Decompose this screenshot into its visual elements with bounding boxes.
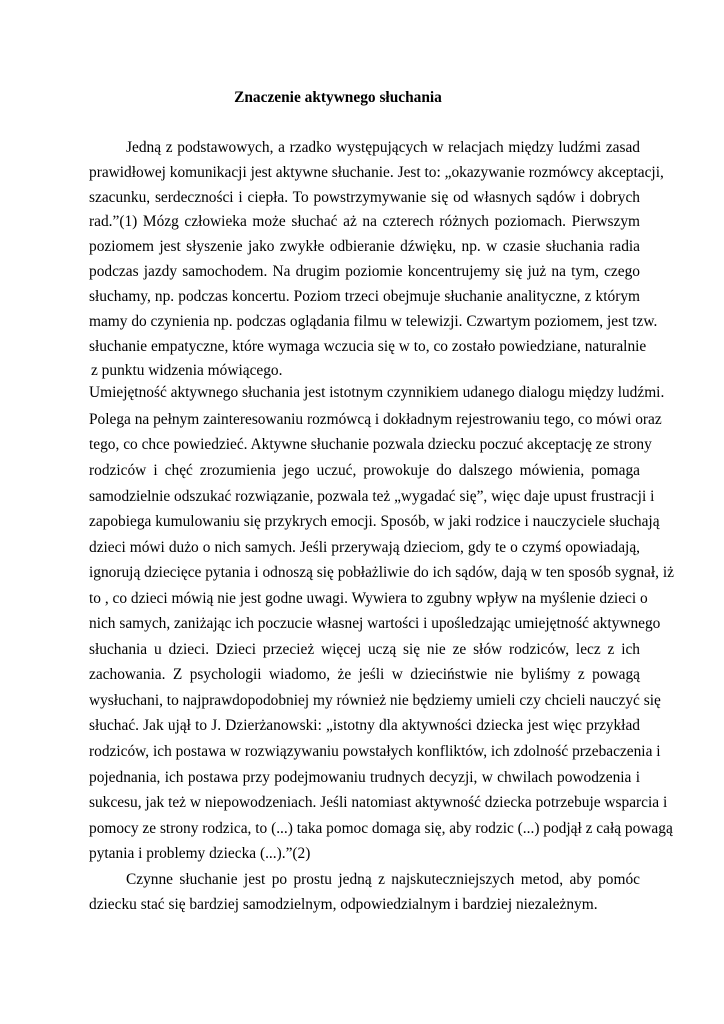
text-line: ignorują dziecięce pytania i odnoszą się pobłażliwie do ich sądów, dają w ten sposób sygnał, iż [89, 564, 674, 581]
text-line: Polega na pełnym zainteresowaniu rozmówcą i dokładnym rejestrowaniu tego, co mówi oraz [89, 411, 662, 428]
text-line: zapobiega kumulowaniu się przykrych emocji. Sposób, w jaki rodzice i nauczyciele słuchają [89, 513, 660, 530]
text-line: sukcesu, jak też w niepowodzeniach. Jeśli natomiast aktywność dziecka potrzebuje wsparcia i [89, 794, 668, 811]
document-title: Znaczenie aktywnego słuchania [234, 89, 442, 106]
text-line: pytania i problemy dziecka (...).”(2) [89, 845, 311, 862]
text-line: tego, co chce powiedzieć. Aktywne słuchanie pozwala dziecku poczuć akceptację ze strony [89, 436, 652, 453]
text-line: dziecku stać się bardziej samodzielnym, odpowiedzialnym i bardziej niezależnym. [89, 896, 598, 913]
text-line: z punktu widzenia mówiącego. [91, 362, 283, 379]
text-line: Umiejętność aktywnego słuchania jest istotnym czynnikiem udanego dialogu między ludźmi. [89, 384, 665, 401]
text-line: dzieci mówi dużo o nich samych. Jeśli przerywają dzieciom, gdy te o czymś opowiadają, [89, 539, 640, 556]
text-line: rad.”(1) Mózg człowieka może słuchać aż na czterech różnych poziomach. Pierwszym [89, 213, 640, 230]
text-line: słuchania u dzieci. Dzieci przecież więcej uczą się nie ze słów rodziców, lecz z ich [89, 641, 640, 658]
text-line: Jedną z podstawowych, a rzadko występujących w relacjach między ludźmi zasad [126, 139, 640, 156]
text-line: pomocy ze strony rodzica, to (...) taka pomoc domaga się, aby rodzic (...) podjął z całą powagą [89, 820, 673, 837]
text-line: podczas jazdy samochodem. Na drugim poziomie koncentrujemy się już na tym, czego [89, 263, 640, 280]
text-line: samodzielnie odszukać rozwiązanie, pozwala też „wygadać się”, więc daje upust frustracji i [89, 488, 655, 505]
text-line: nich samych, zaniżając ich poczucie własnej wartości i upośledzając umiejętność aktywnego [89, 615, 661, 632]
text-line: prawidłowej komunikacji jest aktywne słuchanie. Jest to: „okazywanie rozmówcy akceptacji, [89, 164, 664, 181]
text-line: słuchamy, np. podczas koncertu. Poziom trzeci obejmuje słuchanie analityczne, z którym [89, 288, 640, 305]
text-line: szacunku, serdeczności i ciepła. To powstrzymywanie się od własnych sądów i dobrych [89, 189, 640, 206]
text-line: rodziców i chęć zrozumienia jego uczuć, prowokuje do dalszego mówienia, pomaga [89, 462, 640, 479]
text-line: słuchać. Jak ujął to J. Dzierżanowski: „istotny dla aktywności dziecka jest więc przykład [89, 717, 640, 734]
text-line: to , co dzieci mówią nie jest godne uwagi. Wywiera to zgubny wpływ na myślenie dzieci o [89, 590, 648, 607]
text-line: wysłuchani, to najprawdopodobniej my również nie będziemy umieli czy chcieli nauczyć się [89, 692, 661, 709]
text-line: zachowania. Z psychologii wiadomo, że jeśli w dzieciństwie nie byliśmy z powagą [89, 666, 640, 683]
text-line: poziomem jest słyszenie jako zwykłe odbieranie dźwięku, np. w czasie słuchania radia [89, 238, 640, 255]
text-line: mamy do czynienia np. podczas oglądania filmu w telewizji. Czwartym poziomem, jest tzw. [89, 313, 658, 330]
text-line: Czynne słuchanie jest po prostu jedną z najskuteczniejszych metod, aby pomóc [126, 871, 640, 888]
text-line: rodziców, ich postawa w rozwiązywaniu powstałych konfliktów, ich zdolność przebaczenia i [89, 743, 661, 760]
text-line: pojednania, ich postawa przy podejmowaniu trudnych decyzji, w chwilach powodzenia i [89, 769, 640, 786]
text-line: słuchanie empatyczne, które wymaga wczucia się w to, co zostało powiedziane, naturalnie [89, 338, 647, 355]
